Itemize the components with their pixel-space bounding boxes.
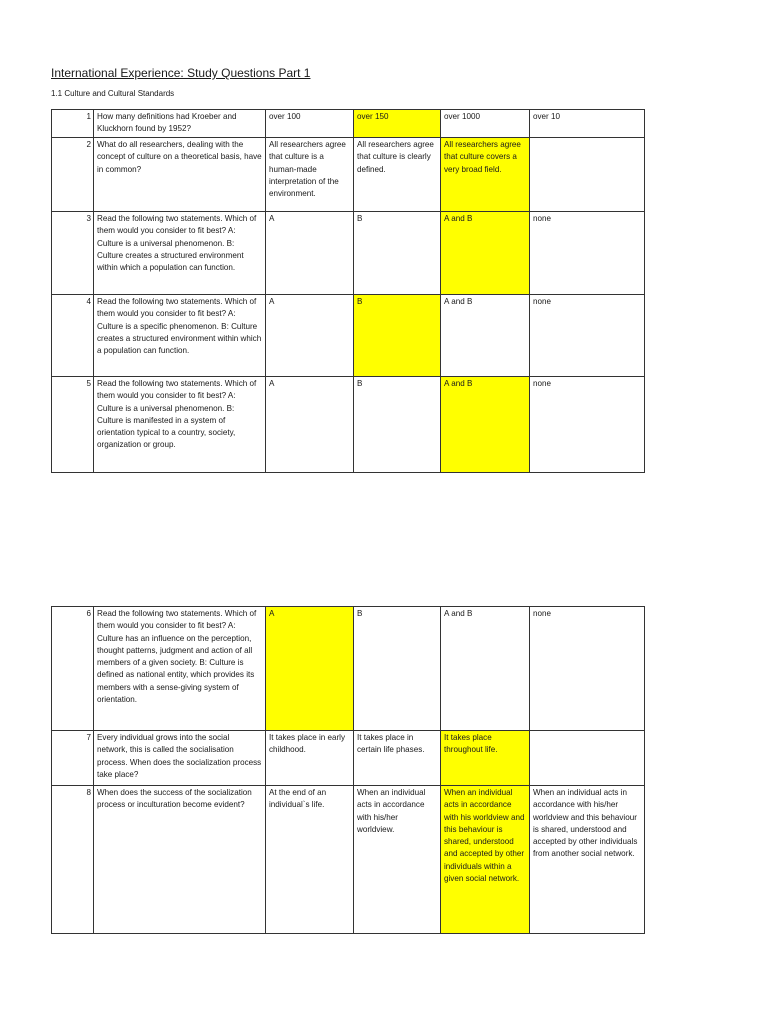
- answer-option-c: When an individual acts in accordance with his worldview and this behaviour is shared, understood and accepted by other individuals within a given social network.: [441, 786, 530, 934]
- question-row: [52, 295, 645, 377]
- question-text: Read the following two statements. Which of them would you consider to fit best? A: Culture is a universal phenomenon. B: Culture creates a structured environment within which a population can function.: [94, 212, 266, 295]
- question-text: What do all researchers, dealing with the concept of culture on a theoretical basis, have in common?: [94, 138, 266, 212]
- answer-option-b: B: [354, 377, 441, 473]
- question-number: 3: [52, 212, 94, 295]
- question-number: 2: [52, 138, 94, 212]
- answer-option-b: over 150: [354, 110, 441, 138]
- question-number: 5: [52, 377, 94, 473]
- question-row: [52, 786, 645, 934]
- answer-option-b: All researchers agree that culture is clearly defined.: [354, 138, 441, 212]
- answer-option-c: over 1000: [441, 110, 530, 138]
- question-text: Read the following two statements. Which of them would you consider to fit best? A: Culture is a specific phenomenon. B: Culture creates a structured environment within which a population can function.: [94, 295, 266, 377]
- answer-option-d: [530, 138, 645, 212]
- answer-option-a: A: [266, 295, 354, 377]
- answer-option-a: A: [266, 212, 354, 295]
- question-row: [52, 731, 645, 786]
- answer-option-d: [530, 731, 645, 786]
- question-text: Read the following two statements. Which of them would you consider to fit best? A: Culture has an influence on the perception, thought patterns, judgment and action of all members of a given society. B: Culture is defined as national entity, which provides its members with a sense-giving system of orientation.: [94, 607, 266, 731]
- answer-option-d: When an individual acts in accordance with his/her worldview and this behaviour is shared, understood and accepted by other individuals from another social network.: [530, 786, 645, 934]
- question-row: [52, 607, 645, 731]
- answer-option-a: A: [266, 607, 354, 731]
- answer-option-a: over 100: [266, 110, 354, 138]
- question-row: [52, 212, 645, 295]
- questions-table-1: [51, 109, 645, 473]
- answer-option-d: none: [530, 212, 645, 295]
- question-text: When does the success of the socialization process or inculturation become evident?: [94, 786, 266, 934]
- question-number: 7: [52, 731, 94, 786]
- question-text: How many definitions had Kroeber and Kluckhorn found by 1952?: [94, 110, 266, 138]
- answer-option-b: B: [354, 212, 441, 295]
- document-title: International Experience: Study Questions Part 1: [51, 66, 311, 80]
- answer-option-a: A: [266, 377, 354, 473]
- answer-option-b: B: [354, 607, 441, 731]
- question-row: [52, 138, 645, 212]
- answer-option-a: At the end of an individual`s life.: [266, 786, 354, 934]
- answer-option-d: over 10: [530, 110, 645, 138]
- answer-option-d: none: [530, 295, 645, 377]
- question-number: 4: [52, 295, 94, 377]
- answer-option-c: It takes place throughout life.: [441, 731, 530, 786]
- questions-table-2: [51, 606, 645, 934]
- answer-option-c: A and B: [441, 212, 530, 295]
- answer-option-c: All researchers agree that culture covers a very broad field.: [441, 138, 530, 212]
- answer-option-b: B: [354, 295, 441, 377]
- question-text: Every individual grows into the social network, this is called the socialisation process. When does the socialization process take place?: [94, 731, 266, 786]
- answer-option-d: none: [530, 377, 645, 473]
- answer-option-a: All researchers agree that culture is a human-made interpretation of the environment.: [266, 138, 354, 212]
- answer-option-c: A and B: [441, 607, 530, 731]
- question-number: 1: [52, 110, 94, 138]
- answer-option-b: It takes place in certain life phases.: [354, 731, 441, 786]
- answer-option-b: When an individual acts in accordance with his/her worldview.: [354, 786, 441, 934]
- question-number: 6: [52, 607, 94, 731]
- question-row: [52, 110, 645, 138]
- answer-option-a: It takes place in early childhood.: [266, 731, 354, 786]
- question-number: 8: [52, 786, 94, 934]
- answer-option-c: A and B: [441, 377, 530, 473]
- answer-option-d: none: [530, 607, 645, 731]
- answer-option-c: A and B: [441, 295, 530, 377]
- question-text: Read the following two statements. Which of them would you consider to fit best? A: Culture is a universal phenomenon. B: Culture is manifested in a system of orientation typical to a country, society, organization or group.: [94, 377, 266, 473]
- section-heading: 1.1 Culture and Cultural Standards: [51, 89, 175, 98]
- question-row: [52, 377, 645, 473]
